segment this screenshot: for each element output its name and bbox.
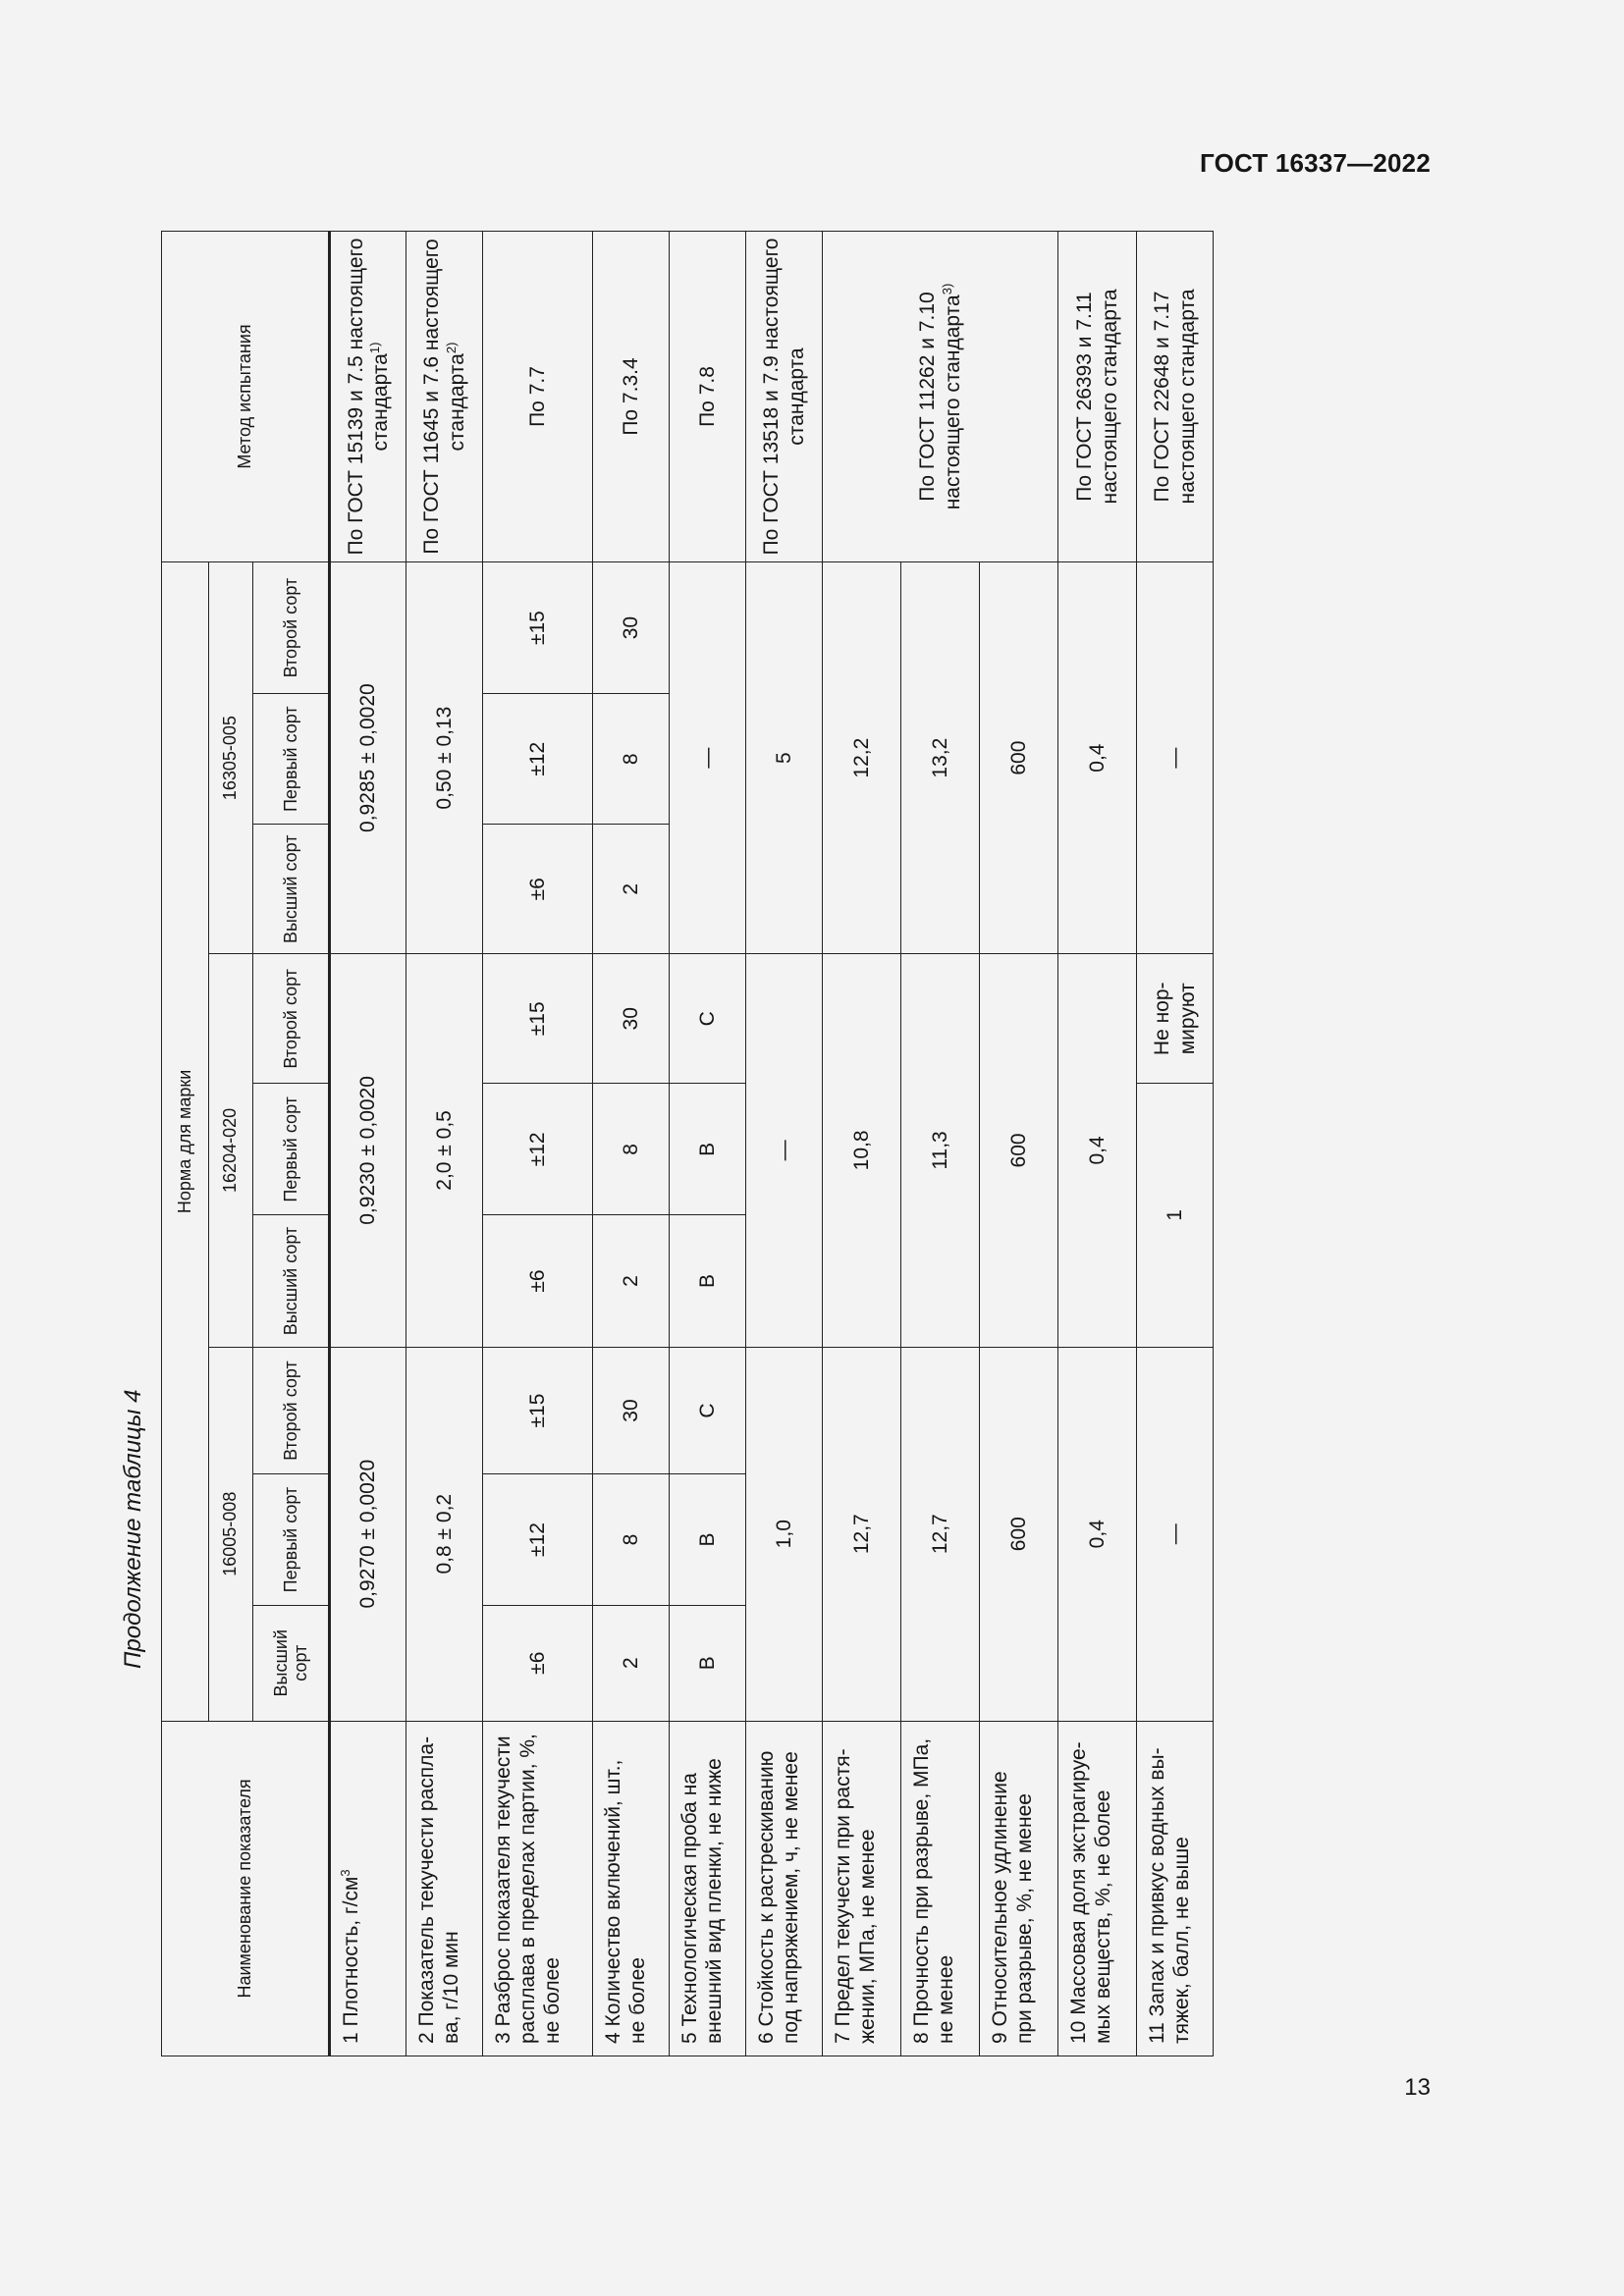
rotated-table-wrapper <box>161 231 1217 2056</box>
method-cell: По ГОСТ 11645 и 7.6 настоящего стандарта$^{2)}$ <box>406 232 483 562</box>
grade-header-16305-005: 16305-005 <box>209 562 253 954</box>
table-row <box>483 232 593 2056</box>
value-cell: 0,9270 ± 0,0020 <box>330 1347 406 1721</box>
value-cell: Не нор-мируют <box>1137 954 1214 1084</box>
value-cell: 600 <box>980 1347 1058 1721</box>
value-cell: 0,9285 ± 0,0020 <box>330 562 406 954</box>
table-row <box>670 232 746 2056</box>
header-method: Метод испытания <box>162 232 330 562</box>
row-name-yield-strength: 7 Предел текучести при растя-жении, МПа, не менее <box>823 1721 901 2056</box>
row-name-melt-flow-spread: 3 Разброс показателя текучести расплава в пределах партии, %, не более <box>483 1721 593 2056</box>
table-row <box>406 232 483 2056</box>
value-cell: 2 <box>593 825 670 954</box>
value-cell: ±6 <box>483 1605 593 1721</box>
row-name-tensile-strength: 8 Прочность при разрыве, МПа, не менее <box>901 1721 980 2056</box>
sort-header: Первый сорт <box>253 1084 330 1215</box>
sort-header: Первый сорт <box>253 1474 330 1605</box>
method-cell: По 7.8 <box>670 232 746 562</box>
row-name-density: 1 Плотность, $г/см^3$ <box>330 1721 406 2056</box>
sort-header: Высший сорт <box>253 1215 330 1347</box>
value-cell: — <box>670 562 746 954</box>
value-cell: С <box>670 1347 746 1474</box>
sort-header: Второй сорт <box>253 1347 330 1474</box>
value-cell: ±6 <box>483 1215 593 1347</box>
value-cell: 12,7 <box>823 1347 901 1721</box>
value-cell: В <box>670 1215 746 1347</box>
value-cell: 30 <box>593 954 670 1084</box>
method-cell: По 7.3.4 <box>593 232 670 562</box>
sort-header: Высший сорт <box>253 825 330 954</box>
value-cell: 0,9230 ± 0,0020 <box>330 954 406 1347</box>
method-cell: По ГОСТ 22648 и 7.17 настоящего стандарта <box>1137 232 1214 562</box>
table-row <box>746 232 823 2056</box>
grade-header-16204-020: 16204-020 <box>209 954 253 1347</box>
value-cell: ±15 <box>483 562 593 694</box>
value-cell: ±12 <box>483 1474 593 1605</box>
value-cell: 0,4 <box>1058 562 1137 954</box>
table-row <box>1058 232 1137 2056</box>
row-name-stress-cracking: 6 Стойкость к растрескиванию под напряжением, ч, не менее <box>746 1721 823 2056</box>
header-norm: Норма для марки <box>162 562 209 1722</box>
table-row <box>330 232 406 2056</box>
value-cell: В <box>670 1605 746 1721</box>
value-cell: 1 <box>1137 1084 1214 1347</box>
sort-header: Высший сорт <box>253 1605 330 1721</box>
value-cell: ±15 <box>483 1347 593 1474</box>
value-cell: — <box>1137 562 1214 954</box>
value-cell: 13,2 <box>901 562 980 954</box>
method-cell: По ГОСТ 26393 и 7.11 настоящего стандарта <box>1058 232 1137 562</box>
value-cell: 30 <box>593 1347 670 1474</box>
value-cell: ±12 <box>483 1084 593 1215</box>
method-cell: По 7.7 <box>483 232 593 562</box>
value-cell: — <box>746 954 823 1347</box>
grade-header-16005-008: 16005-008 <box>209 1347 253 1721</box>
page-number: 13 <box>1404 2074 1431 2101</box>
properties-table <box>161 231 1214 2056</box>
value-cell: В <box>670 1474 746 1605</box>
value-cell: 1,0 <box>746 1347 823 1721</box>
method-cell: По ГОСТ 11262 и 7.10 настоящего стандарта$^{3)}$ <box>823 232 1058 562</box>
value-cell: 2 <box>593 1605 670 1721</box>
value-cell: В <box>670 1084 746 1215</box>
value-cell: ±15 <box>483 954 593 1084</box>
value-cell: 600 <box>980 562 1058 954</box>
row-name-elongation: 9 Относительное удлинение при разрыве, %, не менее <box>980 1721 1058 2056</box>
method-cell: По ГОСТ 15139 и 7.5 настоящего стандарта$^{1)}$ <box>330 232 406 562</box>
value-cell: 11,3 <box>901 954 980 1347</box>
value-cell: 5 <box>746 562 823 954</box>
sort-header: Второй сорт <box>253 562 330 694</box>
value-cell: ±12 <box>483 694 593 825</box>
value-cell: 2 <box>593 1215 670 1347</box>
value-cell: — <box>1137 1347 1214 1721</box>
value-cell: 30 <box>593 562 670 694</box>
document-id: ГОСТ 16337—2022 <box>1200 148 1431 178</box>
table-row <box>823 232 901 2056</box>
value-cell: 12,7 <box>901 1347 980 1721</box>
table-row <box>1137 232 1214 2056</box>
method-cell: По ГОСТ 13518 и 7.9 настоящего стандарта <box>746 232 823 562</box>
value-cell: 0,8 ± 0,2 <box>406 1347 483 1721</box>
value-cell: 10,8 <box>823 954 901 1347</box>
value-cell: 12,2 <box>823 562 901 954</box>
row-name-melt-flow: 2 Показатель текучести распла-ва, г/10 мин <box>406 1721 483 2056</box>
value-cell: 8 <box>593 1084 670 1215</box>
value-cell: 2,0 ± 0,5 <box>406 954 483 1347</box>
value-cell: 0,50 ± 0,13 <box>406 562 483 954</box>
value-cell: ±6 <box>483 825 593 954</box>
value-cell: 8 <box>593 1474 670 1605</box>
value-cell: 8 <box>593 694 670 825</box>
row-name-film-appearance: 5 Технологическая проба на внешний вид пленки, не ниже <box>670 1721 746 2056</box>
header-name: Наименование показателя <box>162 1721 330 2056</box>
row-name-extractables: 10 Массовая доля экстрагируе-мых веществ, %, не более <box>1058 1721 1137 2056</box>
sort-header: Второй сорт <box>253 954 330 1084</box>
value-cell: 0,4 <box>1058 1347 1137 1721</box>
value-cell: 0,4 <box>1058 954 1137 1347</box>
table-caption: Продолжение таблицы 4 <box>120 1389 146 1669</box>
row-name-odor-taste: 11 Запах и привкус водных вы-тяжек, балл, не выше <box>1137 1721 1214 2056</box>
table-row <box>593 232 670 2056</box>
value-cell: 600 <box>980 954 1058 1347</box>
sort-header: Первый сорт <box>253 694 330 825</box>
value-cell: С <box>670 954 746 1084</box>
row-name-inclusions: 4 Количество включений, шт., не более <box>593 1721 670 2056</box>
